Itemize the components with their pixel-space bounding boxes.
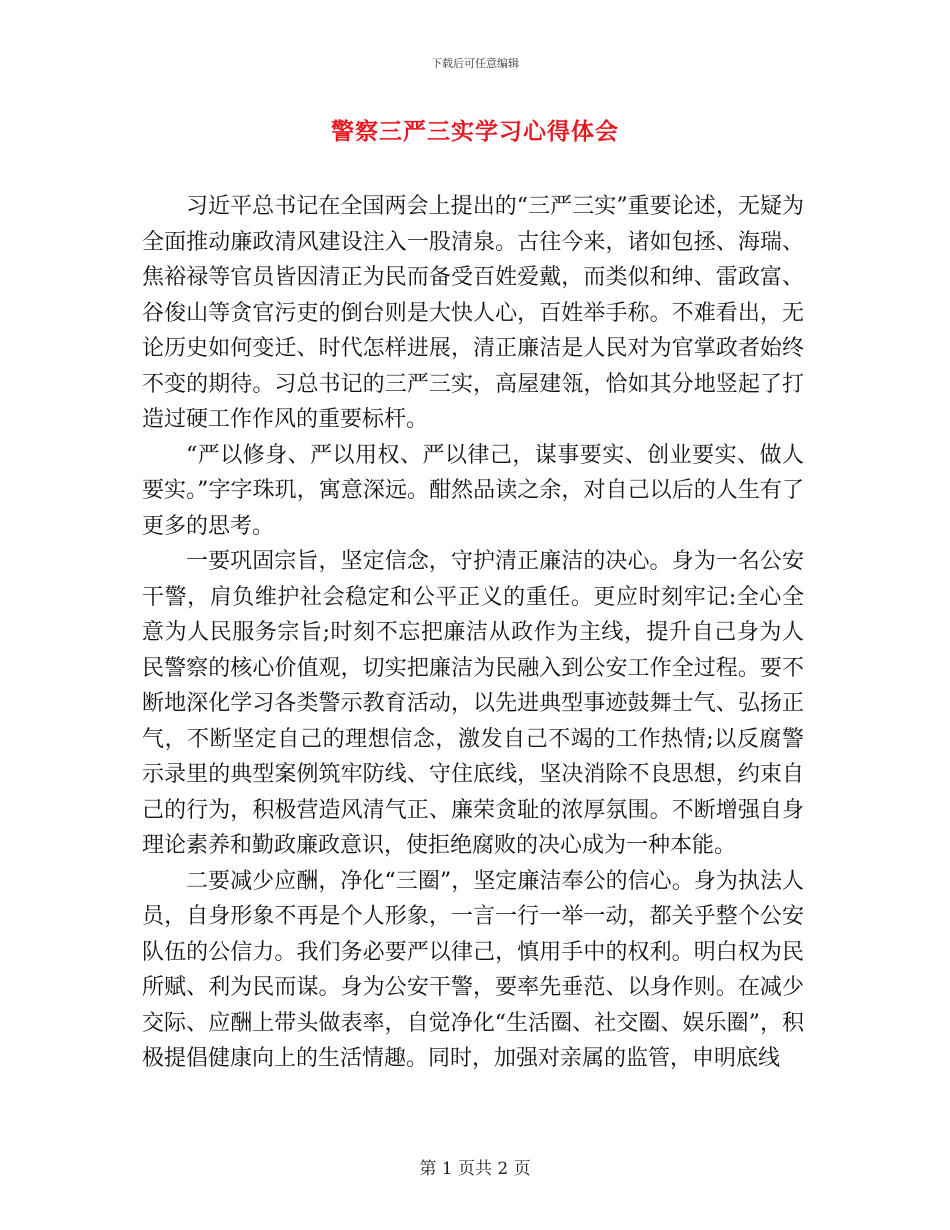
document-title: 警察三严三实学习心得体会 xyxy=(331,119,619,145)
document-body xyxy=(142,189,804,1077)
page-footer: 第 1 页共 2 页 xyxy=(419,1159,531,1179)
paragraph-2: “严以修身、严以用权、严以律己，谋事要实、创业要实、做人要实。”字字珠玑，寓意深远。酣然品读之余，对自己以后的人生有了更多的思考。 xyxy=(142,442,804,539)
header-note: 下载后可任意编辑 xyxy=(431,57,519,70)
paragraph-1: 习近平总书记在全国两会上提出的“三严三实”重要论述，无疑为全面推动廉政清风建设注入一股清泉。古往今来，诸如包拯、海瑞、焦裕禄等官员皆因清正为民而备受百姓爱戴，而类似和绅、雷政富、谷俊山等贪官污吏的倒台则是大快人心，百姓举手称。不难看出，无论历史如何变迁、时代怎样进展，清正廉洁是人民对为官掌政者始终不变的期待。习总书记的三严三实，高屋建瓴，恰如其分地竖起了打造过硬工作作风的重要标杆。 xyxy=(142,194,804,432)
paragraph-3: 一要巩固宗旨，坚定信念，守护清正廉洁的决心。身为一名公安干警，肩负维护社会稳定和公平正义的重任。更应时刻牢记:全心全意为人民服务宗旨;时刻不忘把廉洁从政作为主线，提升自己身为人民警察的核心价值观，切实把廉洁为民融入到公安工作全过程。要不断地深化学习各类警示教育活动，以先进典型事迹鼓舞士气、弘扬正气，不断坚定自己的理想信念，激发自己不竭的工作热情;以反腐警示录里的典型案例筑牢防线、守住底线，坚决消除不良思想，约束自己的行为，积极营造风清气正、廉荣贪耻的浓厚氛围。不断增强自身理论素养和勤政廉政意识，使拒绝腐败的决心成为一种本能。 xyxy=(142,549,804,858)
paragraph-4: 二要减少应酬，净化“三圈”，坚定廉洁奉公的信心。身为执法人员，自身形象不再是个人形象，一言一行一举一动，都关乎整个公安队伍的公信力。我们务必要严以律己，慎用手中的权利。明白权为民所赋、利为民而谋。身为公安干警，要率先垂范、以身作则。在减少交际、应酬上带头做表率，自觉净化“生活圈、社交圈、娱乐圈”，积极提倡健康向上的生活情趣。同时，加强对亲属的监管，申明底线 xyxy=(142,868,804,1071)
